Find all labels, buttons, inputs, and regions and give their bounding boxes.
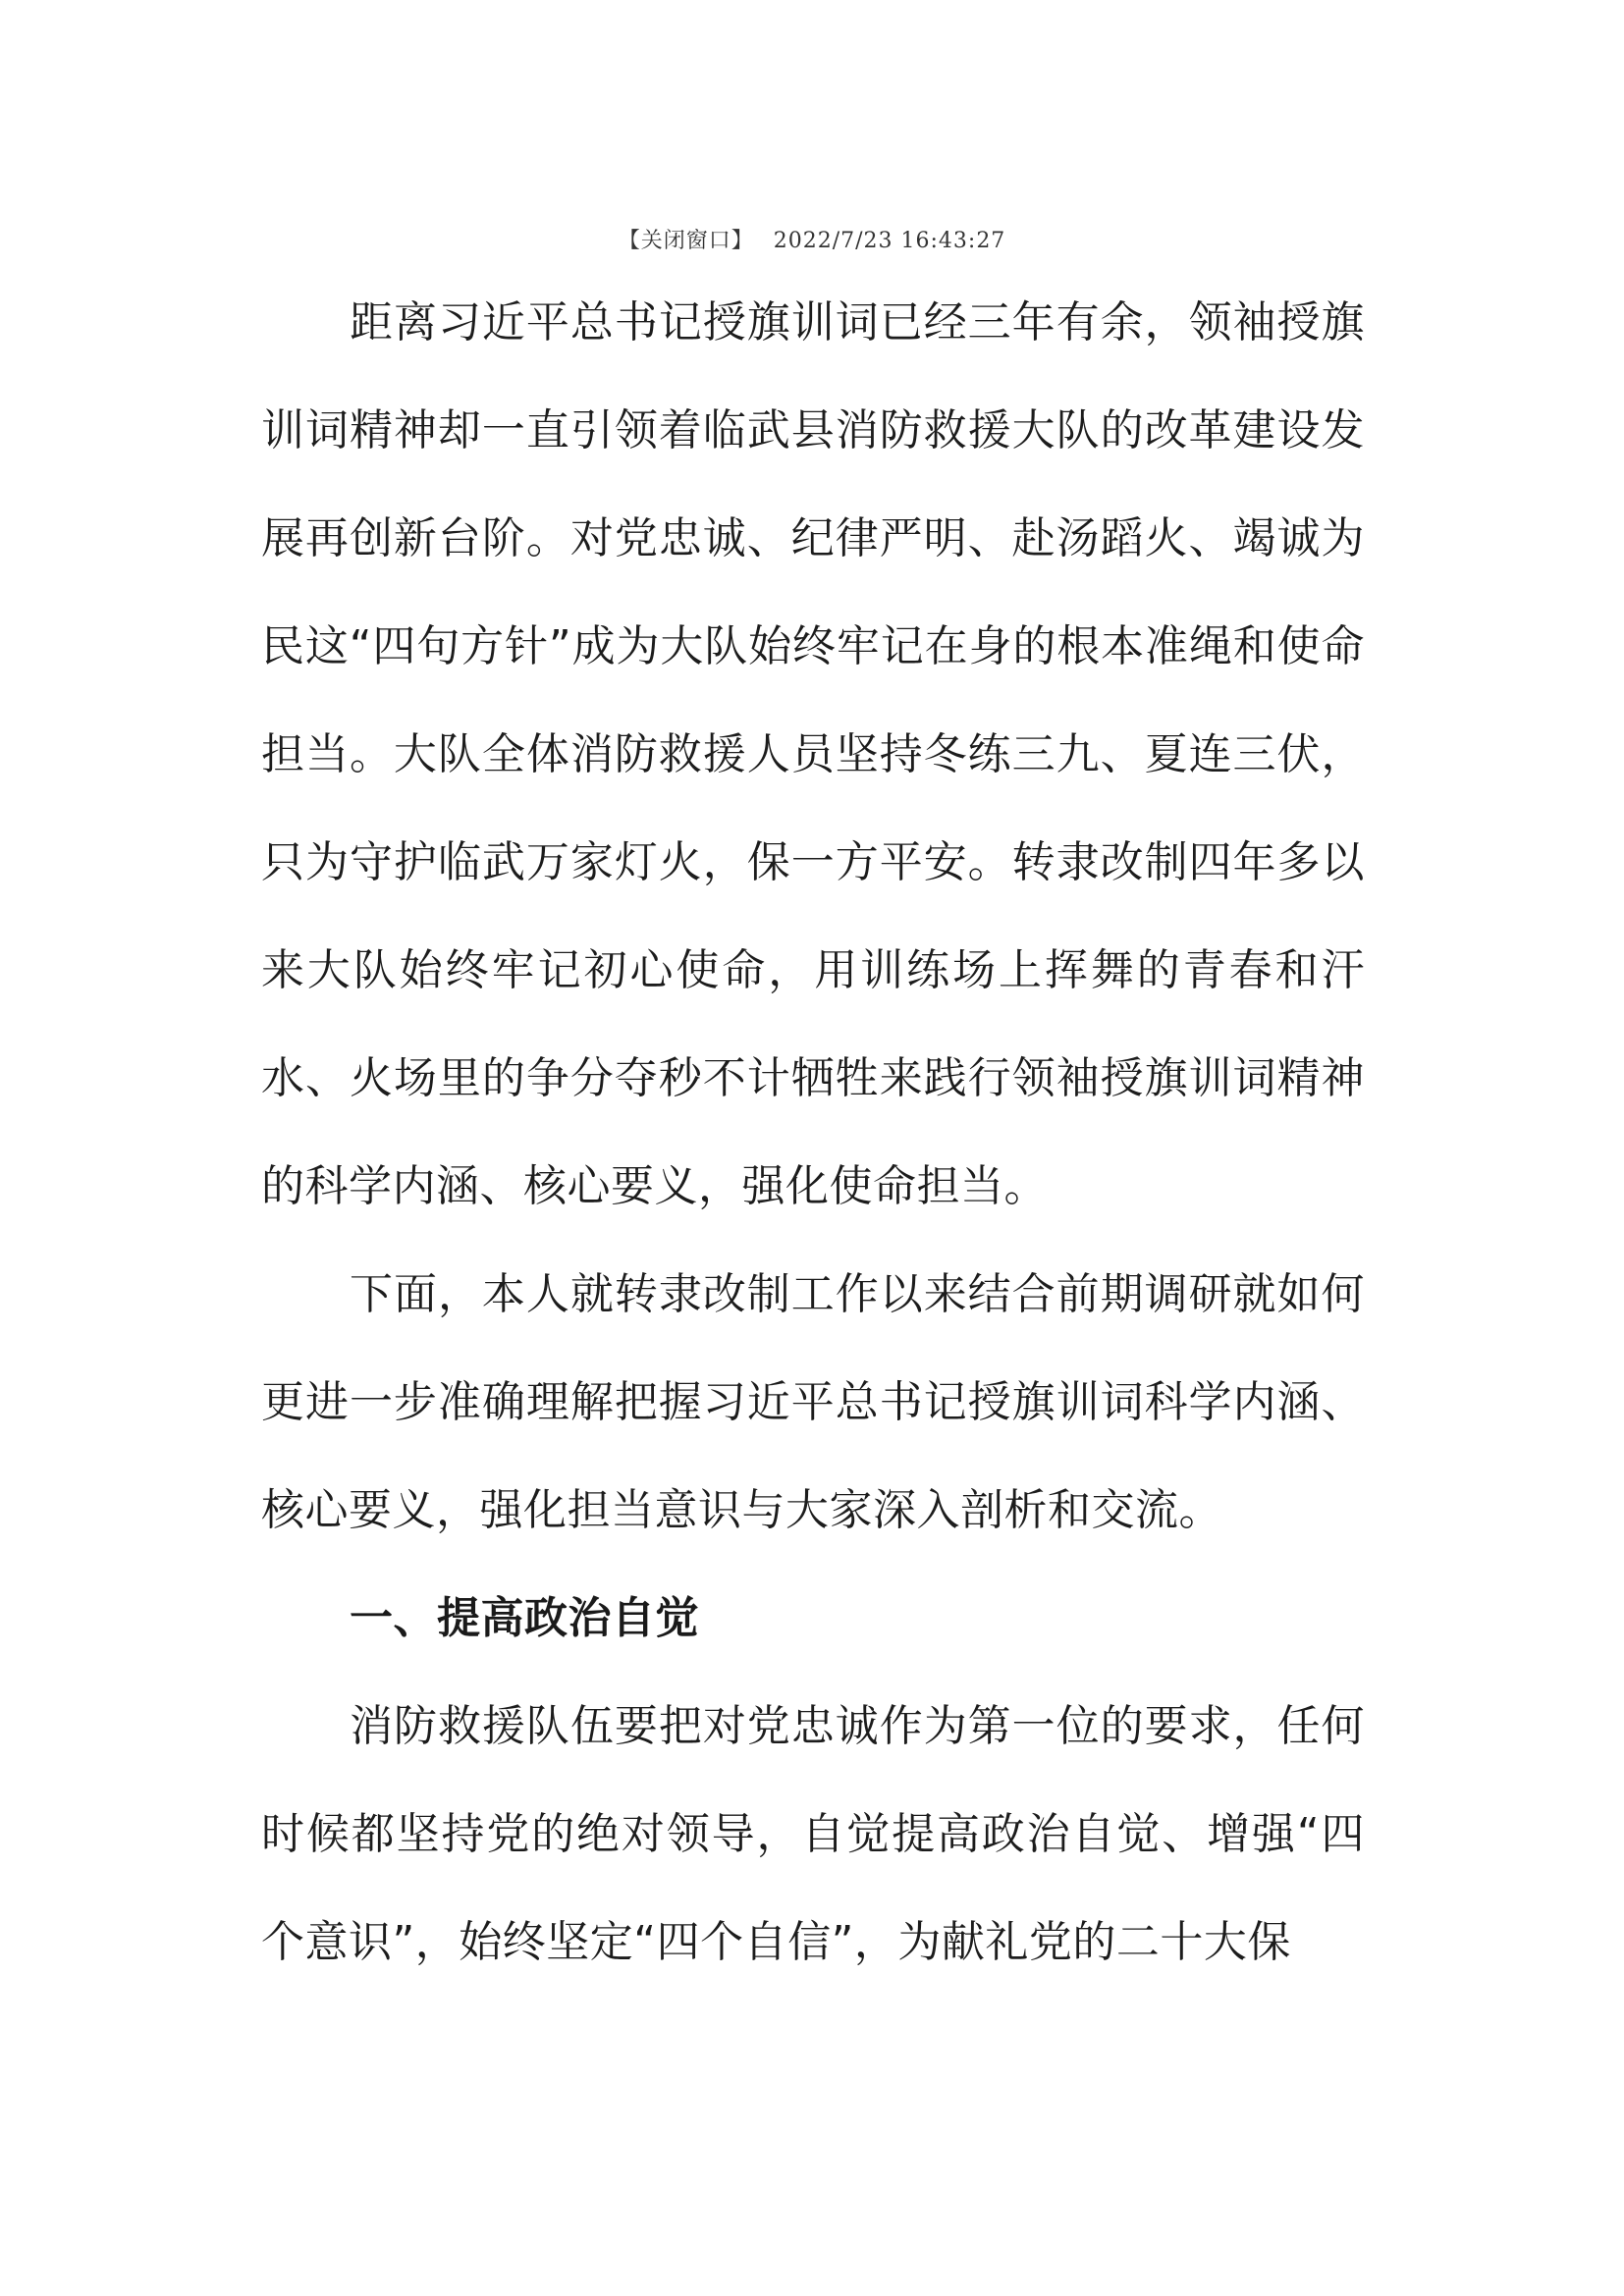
page-header bbox=[0, 224, 1624, 254]
section-paragraph: 消防救援队伍要把对党忠诚作为第一位的要求，任何时候都坚持党的绝对领导，自觉提高政治自觉、增强“四个意识”，始终坚定“四个自信”，为献礼党的二十大保 bbox=[261, 1701, 1365, 1967]
article-body bbox=[261, 269, 1365, 1997]
article-paragraph-2: 下面，本人就转隶改制工作以来结合前期调研就如何更进一步准确理解把握习近平总书记授旗训词科学内涵、核心要义，强化担当意识与大家深入剖析和交流。 bbox=[261, 1269, 1365, 1535]
section-heading: 一、提高政治自觉 bbox=[350, 1593, 699, 1643]
close-window-link[interactable]: 【关闭窗口】 bbox=[618, 229, 754, 253]
publish-datetime: 2022/7/23 16:43:27 bbox=[773, 229, 1006, 253]
article-paragraph-1: 距离习近平总书记授旗训词已经三年有余，领袖授旗训词精神却一直引领着临武县消防救援大队的改革建设发展再创新台阶。对党忠诚、纪律严明、赴汤蹈火、竭诚为民这“四句方针”成为大队始终牢记在身的根本准绳和使命担当。大队全体消防救援人员坚持冬练三九、夏连三伏，只为守护临武万家灯火，保一方平安。转隶改制四年多以来大队始终牢记初心使命，用训练场上挥舞的青春和汗水、火场里的争分夺秒不计牺牲来践行领袖授旗训词精神的科学内涵、核心要义，强化使命担当。 bbox=[261, 297, 1365, 1211]
